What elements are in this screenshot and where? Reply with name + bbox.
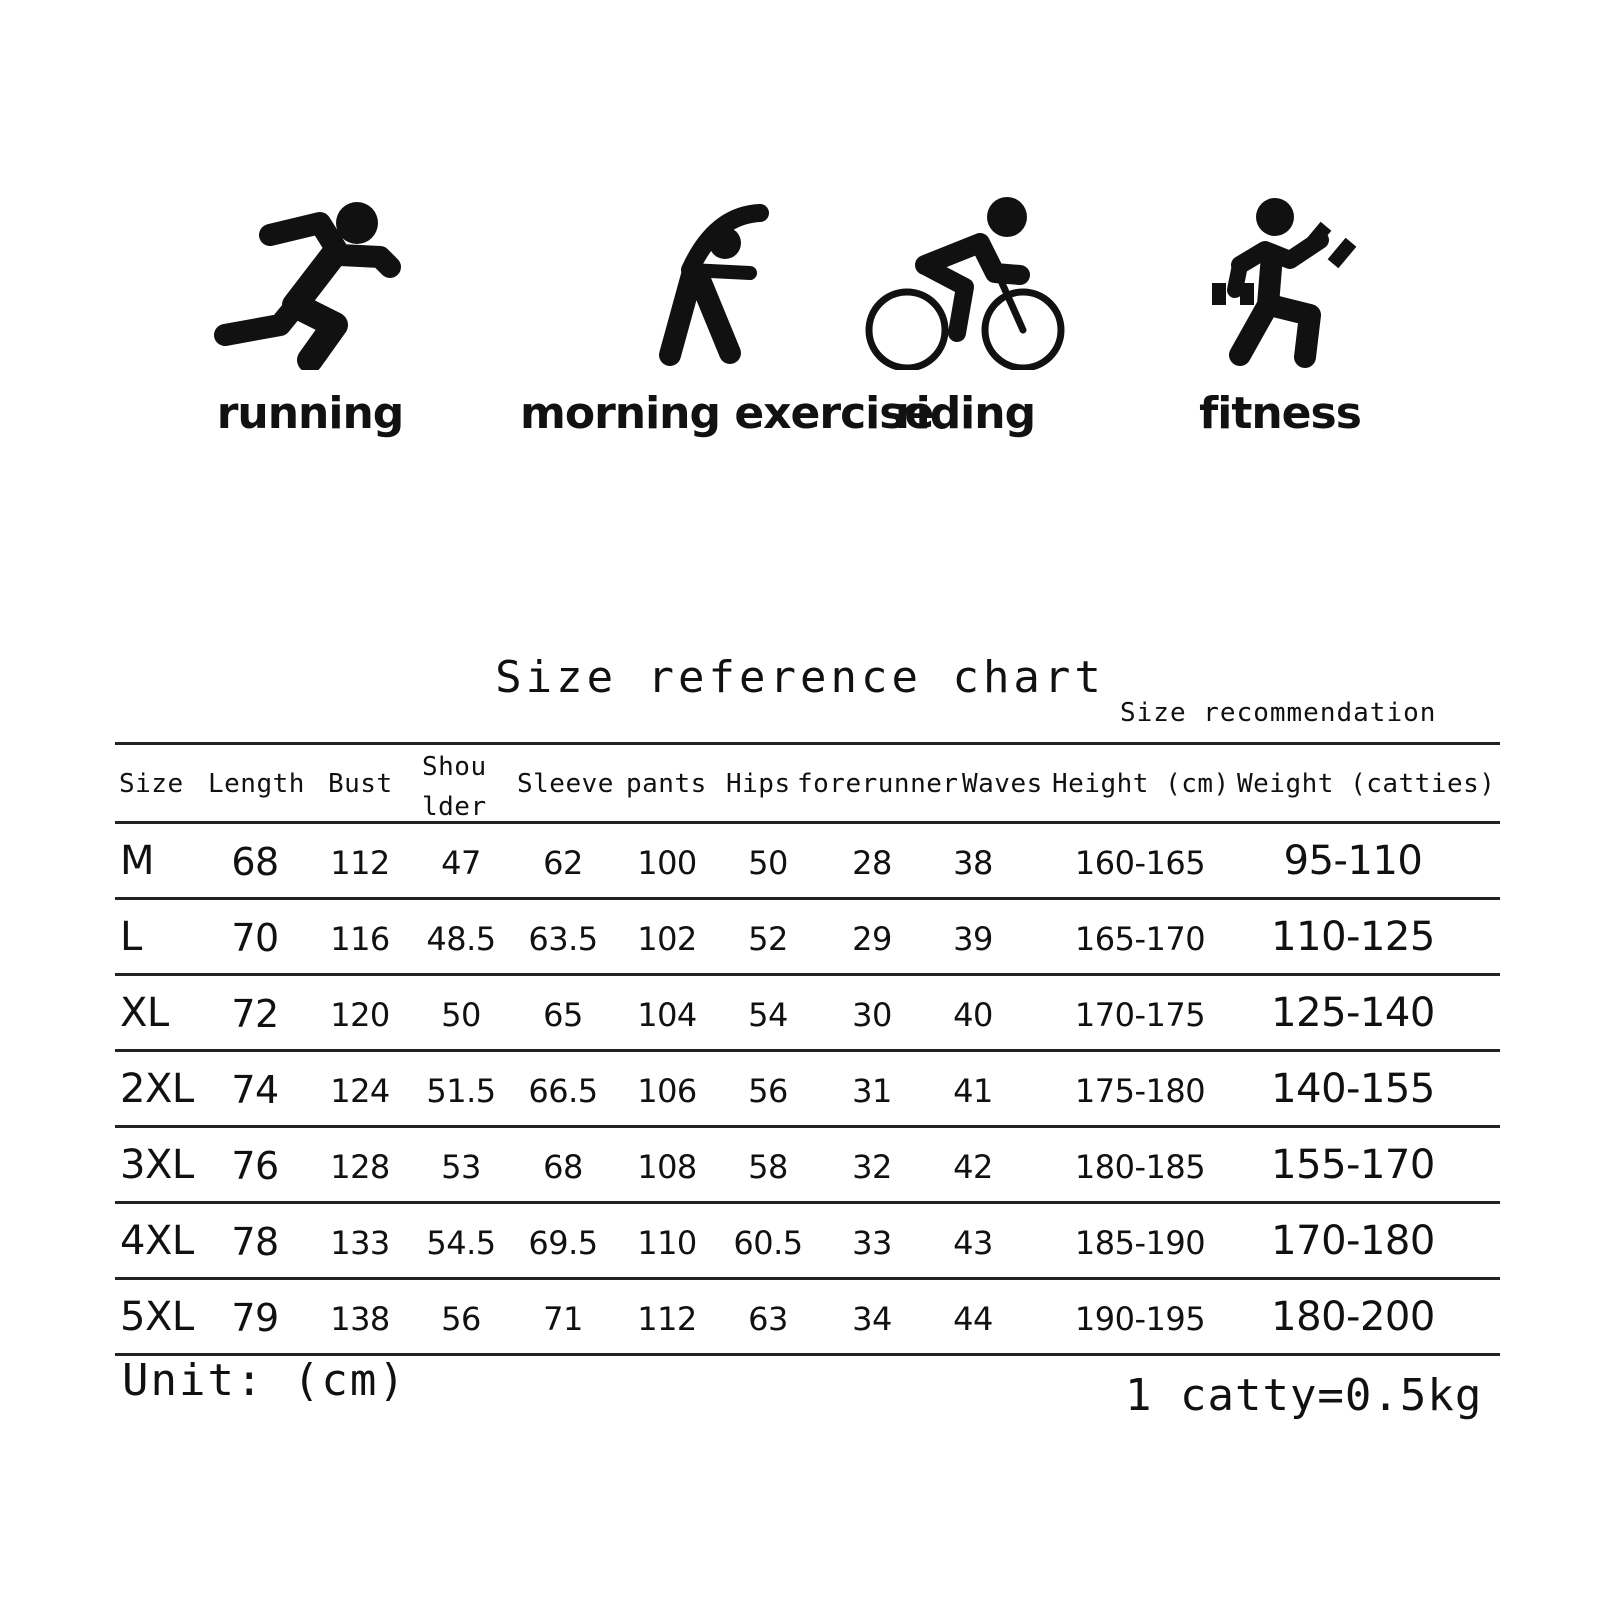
- table-header-row: [115, 745, 1500, 821]
- chart-title: Size reference chart: [495, 652, 1105, 703]
- table-cell: 50: [748, 844, 788, 882]
- table-cell: 41: [953, 1072, 993, 1110]
- header-weight: Weight (catties): [1237, 769, 1496, 799]
- table-cell: 185-190: [1074, 1224, 1206, 1262]
- table-cell: 44: [953, 1300, 993, 1338]
- activity-fitness: [1130, 195, 1430, 439]
- table-cell: 76: [231, 1144, 279, 1188]
- table-cell: 78: [231, 1220, 279, 1264]
- table-cell: 180-200: [1271, 1294, 1435, 1340]
- header-waves: Waves: [962, 769, 1043, 799]
- table-cell: 160-165: [1074, 844, 1206, 882]
- table-cell: 133: [330, 1224, 390, 1262]
- table-cell: 28: [852, 844, 892, 882]
- table-cell: 138: [330, 1300, 390, 1338]
- header-length: Length: [208, 769, 305, 799]
- table-cell: 50: [441, 996, 481, 1034]
- table-row: [115, 1052, 1500, 1125]
- table-cell: 190-195: [1074, 1300, 1206, 1338]
- header-height: Height (cm): [1052, 769, 1230, 799]
- table-cell: 48.5: [426, 920, 496, 958]
- table-cell: 69.5: [528, 1224, 598, 1262]
- table-cell: 52: [748, 920, 788, 958]
- table-cell: 56: [441, 1300, 481, 1338]
- activity-running: [160, 195, 460, 439]
- table-cell: 180-185: [1074, 1148, 1206, 1186]
- table-cell: 32: [852, 1148, 892, 1186]
- table-row: [115, 1128, 1500, 1201]
- table-cell: 165-170: [1074, 920, 1206, 958]
- table-cell: 53: [441, 1148, 481, 1186]
- table-cell: 56: [748, 1072, 788, 1110]
- table-cell: 60.5: [733, 1224, 803, 1262]
- activity-label: running: [216, 388, 404, 439]
- table-cell: 125-140: [1271, 990, 1435, 1036]
- table-cell: 140-155: [1271, 1066, 1435, 1112]
- table-cell: 54: [748, 996, 788, 1034]
- table-cell: 47: [441, 844, 481, 882]
- table-cell: 5XL: [120, 1294, 194, 1340]
- table-cell: 112: [637, 1300, 697, 1338]
- activity-label: fitness: [1199, 388, 1361, 439]
- table-cell: 170-175: [1074, 996, 1206, 1034]
- table-cell: L: [120, 914, 142, 960]
- conversion-note: 1 catty=0.5kg: [1125, 1370, 1483, 1421]
- table-cell: 102: [637, 920, 697, 958]
- table-cell: 2XL: [120, 1066, 194, 1112]
- header-shoulder: Shoulder: [422, 752, 487, 822]
- table-cell: 106: [637, 1072, 697, 1110]
- header-forerunner: forerunner: [797, 769, 959, 799]
- table-cell: 74: [231, 1068, 279, 1112]
- table-cell: 34: [852, 1300, 892, 1338]
- table-cell: 100: [637, 844, 697, 882]
- table-cell: 4XL: [120, 1218, 194, 1264]
- table-cell: 68: [231, 840, 279, 884]
- table-cell: M: [120, 838, 155, 884]
- unit-note: Unit: (cm): [122, 1355, 407, 1406]
- table-cell: 42: [953, 1148, 993, 1186]
- header-sleeve: Sleeve: [517, 769, 614, 799]
- table-cell: 39: [953, 920, 993, 958]
- stretching-person-icon: [610, 195, 810, 370]
- dumbbell-person-icon: [1180, 195, 1380, 370]
- table-cell: 31: [852, 1072, 892, 1110]
- table-cell: 110: [637, 1224, 697, 1262]
- table-cell: 175-180: [1074, 1072, 1206, 1110]
- header-pants: pants: [626, 769, 707, 799]
- table-cell: 155-170: [1271, 1142, 1435, 1188]
- table-cell: 43: [953, 1224, 993, 1262]
- size-recommendation-label: Size recommendation: [1120, 698, 1437, 728]
- header-hips: Hips: [726, 769, 791, 799]
- activity-label: morning exercise: [520, 388, 934, 439]
- table-row: [115, 824, 1500, 897]
- size-table: [115, 742, 1500, 1356]
- table-cell: 128: [330, 1148, 390, 1186]
- table-cell: XL: [120, 990, 169, 1036]
- table-cell: 30: [852, 996, 892, 1034]
- table-cell: 110-125: [1271, 914, 1435, 960]
- cyclist-icon: [855, 195, 1075, 370]
- table-cell: 72: [231, 992, 279, 1036]
- header-size: Size: [119, 769, 184, 799]
- table-cell: 40: [953, 996, 993, 1034]
- table-cell: 120: [330, 996, 390, 1034]
- table-cell: 79: [231, 1296, 279, 1340]
- table-cell: 170-180: [1271, 1218, 1435, 1264]
- table-cell: 51.5: [426, 1072, 496, 1110]
- table-cell: 65: [543, 996, 583, 1034]
- table-cell: 95-110: [1283, 838, 1423, 884]
- table-cell: 66.5: [528, 1072, 598, 1110]
- table-cell: 54.5: [426, 1224, 496, 1262]
- header-bust: Bust: [328, 769, 393, 799]
- table-cell: 70: [231, 916, 279, 960]
- table-row: [115, 900, 1500, 973]
- activity-label: riding: [894, 388, 1036, 439]
- activity-riding: [815, 195, 1115, 439]
- table-cell: 33: [852, 1224, 892, 1262]
- table-row: [115, 1204, 1500, 1277]
- table-cell: 71: [543, 1300, 583, 1338]
- table-row: [115, 1280, 1500, 1353]
- table-cell: 124: [330, 1072, 390, 1110]
- table-cell: 58: [748, 1148, 788, 1186]
- table-cell: 108: [637, 1148, 697, 1186]
- table-cell: 38: [953, 844, 993, 882]
- table-cell: 68: [543, 1148, 583, 1186]
- table-cell: 3XL: [120, 1142, 194, 1188]
- table-cell: 63: [748, 1300, 788, 1338]
- table-cell: 116: [330, 920, 390, 958]
- table-body: [115, 824, 1500, 1356]
- running-person-icon: [210, 195, 410, 370]
- table-cell: 63.5: [528, 920, 598, 958]
- table-cell: 112: [330, 844, 390, 882]
- table-row: [115, 976, 1500, 1049]
- table-cell: 62: [543, 844, 583, 882]
- table-cell: 29: [852, 920, 892, 958]
- table-cell: 104: [637, 996, 697, 1034]
